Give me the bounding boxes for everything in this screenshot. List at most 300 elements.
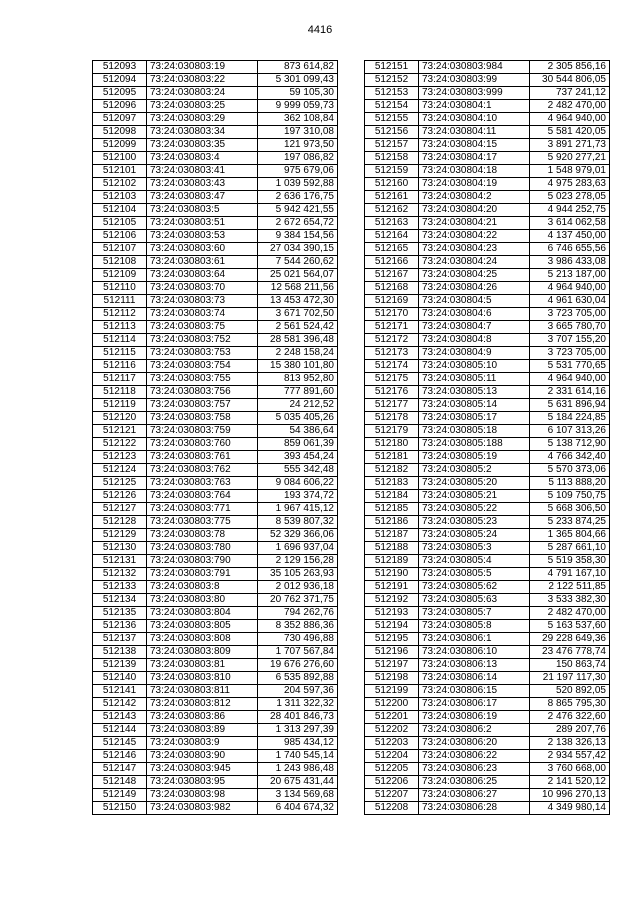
table-row (365, 711, 610, 724)
cadastral-number: 73:24:030805:21 (419, 490, 530, 503)
table-row (93, 126, 338, 139)
cadastral-number: 73:24:030806:15 (419, 685, 530, 698)
table-row (93, 399, 338, 412)
value: 3 891 271,73 (530, 139, 610, 152)
value: 1 740 545,14 (258, 750, 338, 763)
value: 6 404 674,32 (258, 802, 338, 815)
cadastral-number: 73:24:030804:2 (419, 191, 530, 204)
cadastral-number: 73:24:030803:753 (147, 347, 258, 360)
table-row (365, 100, 610, 113)
table-row (93, 438, 338, 451)
row-number: 512119 (93, 399, 147, 412)
table-row (365, 646, 610, 659)
row-number: 512164 (365, 230, 419, 243)
row-number: 512105 (93, 217, 147, 230)
right-table (364, 60, 610, 815)
value: 1 365 804,66 (530, 529, 610, 542)
table-row (365, 87, 610, 100)
row-number: 512171 (365, 321, 419, 334)
cadastral-number: 73:24:030803:8 (147, 581, 258, 594)
table-row (365, 464, 610, 477)
value: 8 539 807,32 (258, 516, 338, 529)
cadastral-number: 73:24:030803:808 (147, 633, 258, 646)
row-number: 512147 (93, 763, 147, 776)
table-row (93, 737, 338, 750)
row-number: 512117 (93, 373, 147, 386)
table-row (365, 308, 610, 321)
table-row (93, 269, 338, 282)
cadastral-number: 73:24:030805:24 (419, 529, 530, 542)
value: 2 561 524,42 (258, 321, 338, 334)
cadastral-number: 73:24:030803:755 (147, 373, 258, 386)
value: 5 138 712,90 (530, 438, 610, 451)
cadastral-number: 73:24:030803:763 (147, 477, 258, 490)
table-row (93, 282, 338, 295)
row-number: 512202 (365, 724, 419, 737)
cadastral-number: 73:24:030803:95 (147, 776, 258, 789)
cadastral-number: 73:24:030805:20 (419, 477, 530, 490)
table-row (365, 698, 610, 711)
cadastral-number: 73:24:030806:27 (419, 789, 530, 802)
cadastral-number: 73:24:030806:14 (419, 672, 530, 685)
value: 2 122 511,85 (530, 581, 610, 594)
row-number: 512206 (365, 776, 419, 789)
row-number: 512159 (365, 165, 419, 178)
table-row (365, 490, 610, 503)
row-number: 512145 (93, 737, 147, 750)
cadastral-number: 73:24:030805:188 (419, 438, 530, 451)
table-row (93, 516, 338, 529)
row-number: 512154 (365, 100, 419, 113)
row-number: 512194 (365, 620, 419, 633)
cadastral-number: 73:24:030803:812 (147, 698, 258, 711)
cadastral-number: 73:24:030803:752 (147, 334, 258, 347)
row-number: 512198 (365, 672, 419, 685)
cadastral-number: 73:24:030804:9 (419, 347, 530, 360)
value: 4 791 167,10 (530, 568, 610, 581)
cadastral-number: 73:24:030805:63 (419, 594, 530, 607)
table-row (365, 516, 610, 529)
value: 520 892,05 (530, 685, 610, 698)
row-number: 512133 (93, 581, 147, 594)
table-row (93, 490, 338, 503)
row-number: 512140 (93, 672, 147, 685)
table-row (93, 789, 338, 802)
row-number: 512174 (365, 360, 419, 373)
table-row (93, 763, 338, 776)
value: 393 454,24 (258, 451, 338, 464)
value: 25 021 564,07 (258, 269, 338, 282)
row-number: 512106 (93, 230, 147, 243)
row-number: 512201 (365, 711, 419, 724)
row-number: 512208 (365, 802, 419, 815)
value: 4 944 252,75 (530, 204, 610, 217)
table-row (93, 243, 338, 256)
table-row (365, 581, 610, 594)
row-number: 512195 (365, 633, 419, 646)
value: 9 084 606,22 (258, 477, 338, 490)
value: 1 311 322,32 (258, 698, 338, 711)
value: 3 671 702,50 (258, 308, 338, 321)
cadastral-number: 73:24:030803:780 (147, 542, 258, 555)
row-number: 512179 (365, 425, 419, 438)
cadastral-number: 73:24:030805:4 (419, 555, 530, 568)
table-row (365, 373, 610, 386)
cadastral-number: 73:24:030803:771 (147, 503, 258, 516)
cadastral-number: 73:24:030803:98 (147, 789, 258, 802)
row-number: 512162 (365, 204, 419, 217)
row-number: 512134 (93, 594, 147, 607)
value: 1 548 979,01 (530, 165, 610, 178)
cadastral-number: 73:24:030803:70 (147, 282, 258, 295)
value: 121 973,50 (258, 139, 338, 152)
cadastral-number: 73:24:030803:90 (147, 750, 258, 763)
cadastral-number: 73:24:030803:9 (147, 737, 258, 750)
value: 362 108,84 (258, 113, 338, 126)
value: 5 184 224,85 (530, 412, 610, 425)
row-number: 512158 (365, 152, 419, 165)
value: 52 329 366,06 (258, 529, 338, 542)
row-number: 512144 (93, 724, 147, 737)
value: 5 942 421,55 (258, 204, 338, 217)
table-row (93, 425, 338, 438)
value: 4 349 980,14 (530, 802, 610, 815)
table-row (365, 386, 610, 399)
row-number: 512176 (365, 386, 419, 399)
table-row (93, 412, 338, 425)
row-number: 512175 (365, 373, 419, 386)
cadastral-number: 73:24:030803:984 (419, 61, 530, 74)
cadastral-number: 73:24:030803:53 (147, 230, 258, 243)
table-row (93, 373, 338, 386)
value: 730 496,88 (258, 633, 338, 646)
table-row (365, 594, 610, 607)
table-row (93, 74, 338, 87)
cadastral-number: 73:24:030803:756 (147, 386, 258, 399)
value: 54 386,64 (258, 425, 338, 438)
row-number: 512135 (93, 607, 147, 620)
row-number: 512168 (365, 282, 419, 295)
table-row (365, 191, 610, 204)
cadastral-number: 73:24:030806:10 (419, 646, 530, 659)
value: 15 380 101,80 (258, 360, 338, 373)
row-number: 512151 (365, 61, 419, 74)
row-number: 512108 (93, 256, 147, 269)
table-row (365, 529, 610, 542)
cadastral-number: 73:24:030803:51 (147, 217, 258, 230)
row-number: 512167 (365, 269, 419, 282)
cadastral-number: 73:24:030803:81 (147, 659, 258, 672)
value: 5 109 750,75 (530, 490, 610, 503)
row-number: 512112 (93, 308, 147, 321)
value: 2 141 520,12 (530, 776, 610, 789)
table-row (365, 425, 610, 438)
value: 150 863,74 (530, 659, 610, 672)
table-row (365, 334, 610, 347)
value: 197 310,08 (258, 126, 338, 139)
cadastral-number: 73:24:030803:982 (147, 802, 258, 815)
value: 6 107 313,26 (530, 425, 610, 438)
row-number: 512152 (365, 74, 419, 87)
table-row (365, 269, 610, 282)
table-row (365, 360, 610, 373)
cadastral-number: 73:24:030806:13 (419, 659, 530, 672)
value: 7 544 260,62 (258, 256, 338, 269)
row-number: 512146 (93, 750, 147, 763)
value: 5 531 770,65 (530, 360, 610, 373)
cadastral-number: 73:24:030804:15 (419, 139, 530, 152)
table-row (93, 152, 338, 165)
table-row (93, 178, 338, 191)
cadastral-number: 73:24:030803:78 (147, 529, 258, 542)
table-row (93, 477, 338, 490)
cadastral-number: 73:24:030803:25 (147, 100, 258, 113)
cadastral-number: 73:24:030805:7 (419, 607, 530, 620)
row-number: 512186 (365, 516, 419, 529)
table-row (365, 412, 610, 425)
row-number: 512096 (93, 100, 147, 113)
table-row (93, 308, 338, 321)
value: 4 964 940,00 (530, 113, 610, 126)
value: 5 113 888,20 (530, 477, 610, 490)
table-row (365, 633, 610, 646)
cadastral-number: 73:24:030804:25 (419, 269, 530, 282)
value: 19 676 276,60 (258, 659, 338, 672)
cadastral-number: 73:24:030806:22 (419, 750, 530, 763)
value: 2 672 654,72 (258, 217, 338, 230)
value: 4 975 283,63 (530, 178, 610, 191)
value: 5 920 277,21 (530, 152, 610, 165)
table-row (365, 113, 610, 126)
page-number: 4416 (307, 24, 333, 36)
table-row (93, 347, 338, 360)
row-number: 512200 (365, 698, 419, 711)
table-row (365, 607, 610, 620)
row-number: 512177 (365, 399, 419, 412)
table-row (93, 451, 338, 464)
table-row (93, 529, 338, 542)
table-row (93, 633, 338, 646)
cadastral-number: 73:24:030803:34 (147, 126, 258, 139)
cadastral-number: 73:24:030803:761 (147, 451, 258, 464)
cadastral-number: 73:24:030803:759 (147, 425, 258, 438)
cadastral-number: 73:24:030805:10 (419, 360, 530, 373)
table-row (365, 347, 610, 360)
value: 2 012 936,18 (258, 581, 338, 594)
cadastral-number: 73:24:030803:86 (147, 711, 258, 724)
table-row (365, 477, 610, 490)
value: 1 707 567,84 (258, 646, 338, 659)
cadastral-number: 73:24:030803:35 (147, 139, 258, 152)
table-row (365, 503, 610, 516)
value: 3 986 433,08 (530, 256, 610, 269)
value: 2 476 322,60 (530, 711, 610, 724)
table-row (93, 672, 338, 685)
value: 2 636 176,75 (258, 191, 338, 204)
row-number: 512156 (365, 126, 419, 139)
value: 2 934 557,42 (530, 750, 610, 763)
cadastral-number: 73:24:030805:62 (419, 581, 530, 594)
table-row (365, 282, 610, 295)
table-row (93, 87, 338, 100)
table-row (365, 542, 610, 555)
cadastral-number: 73:24:030805:2 (419, 464, 530, 477)
value: 859 061,39 (258, 438, 338, 451)
cadastral-number: 73:24:030803:764 (147, 490, 258, 503)
cadastral-number: 73:24:030803:999 (419, 87, 530, 100)
row-number: 512183 (365, 477, 419, 490)
table-row (93, 594, 338, 607)
cadastral-number: 73:24:030803:760 (147, 438, 258, 451)
table-row (365, 256, 610, 269)
cadastral-number: 73:24:030803:754 (147, 360, 258, 373)
row-number: 512172 (365, 334, 419, 347)
row-number: 512188 (365, 542, 419, 555)
cadastral-number: 73:24:030805:18 (419, 425, 530, 438)
row-number: 512123 (93, 451, 147, 464)
row-number: 512160 (365, 178, 419, 191)
table-row (365, 217, 610, 230)
value: 4 137 450,00 (530, 230, 610, 243)
table-row (365, 672, 610, 685)
row-number: 512184 (365, 490, 419, 503)
value: 3 760 668,00 (530, 763, 610, 776)
table-row (93, 568, 338, 581)
cadastral-number: 73:24:030803:80 (147, 594, 258, 607)
table-row (365, 724, 610, 737)
table-row (93, 100, 338, 113)
cadastral-number: 73:24:030803:810 (147, 672, 258, 685)
row-number: 512149 (93, 789, 147, 802)
value: 3 723 705,00 (530, 347, 610, 360)
row-number: 512120 (93, 412, 147, 425)
value: 28 581 396,48 (258, 334, 338, 347)
cadastral-number: 73:24:030804:22 (419, 230, 530, 243)
cadastral-number: 73:24:030803:41 (147, 165, 258, 178)
value: 6 535 892,88 (258, 672, 338, 685)
row-number: 512189 (365, 555, 419, 568)
cadastral-number: 73:24:030806:25 (419, 776, 530, 789)
table-row (365, 789, 610, 802)
cadastral-number: 73:24:030803:5 (147, 204, 258, 217)
value: 4 964 940,00 (530, 282, 610, 295)
table-row (93, 464, 338, 477)
row-number: 512097 (93, 113, 147, 126)
cadastral-number: 73:24:030803:61 (147, 256, 258, 269)
value: 2 482 470,00 (530, 607, 610, 620)
cadastral-number: 73:24:030804:10 (419, 113, 530, 126)
cadastral-number: 73:24:030805:23 (419, 516, 530, 529)
row-number: 512157 (365, 139, 419, 152)
cadastral-number: 73:24:030803:89 (147, 724, 258, 737)
row-number: 512116 (93, 360, 147, 373)
row-number: 512155 (365, 113, 419, 126)
table-row (365, 165, 610, 178)
value: 3 533 382,30 (530, 594, 610, 607)
row-number: 512131 (93, 555, 147, 568)
cadastral-number: 73:24:030803:804 (147, 607, 258, 620)
row-number: 512114 (93, 334, 147, 347)
value: 10 996 270,13 (530, 789, 610, 802)
cadastral-number: 73:24:030805:13 (419, 386, 530, 399)
row-number: 512095 (93, 87, 147, 100)
row-number: 512199 (365, 685, 419, 698)
row-number: 512109 (93, 269, 147, 282)
row-number: 512111 (93, 295, 147, 308)
row-number: 512190 (365, 568, 419, 581)
cadastral-number: 73:24:030803:99 (419, 74, 530, 87)
value: 5 519 358,30 (530, 555, 610, 568)
value: 5 287 661,10 (530, 542, 610, 555)
row-number: 512127 (93, 503, 147, 516)
cadastral-number: 73:24:030804:17 (419, 152, 530, 165)
table-row (365, 750, 610, 763)
table-row (365, 555, 610, 568)
row-number: 512207 (365, 789, 419, 802)
table-row (365, 685, 610, 698)
cadastral-number: 73:24:030804:26 (419, 282, 530, 295)
value: 794 262,76 (258, 607, 338, 620)
cadastral-number: 73:24:030806:19 (419, 711, 530, 724)
value: 777 891,60 (258, 386, 338, 399)
cadastral-number: 73:24:030803:4 (147, 152, 258, 165)
table-row (93, 321, 338, 334)
row-number: 512104 (93, 204, 147, 217)
row-number: 512107 (93, 243, 147, 256)
table-row (365, 438, 610, 451)
row-number: 512182 (365, 464, 419, 477)
cadastral-number: 73:24:030803:811 (147, 685, 258, 698)
row-number: 512126 (93, 490, 147, 503)
row-number: 512203 (365, 737, 419, 750)
row-number: 512115 (93, 347, 147, 360)
value: 9 999 059,73 (258, 100, 338, 113)
table-row (365, 399, 610, 412)
table-row (365, 243, 610, 256)
cadastral-number: 73:24:030803:43 (147, 178, 258, 191)
row-number: 512100 (93, 152, 147, 165)
table-row (93, 61, 338, 74)
table-row (365, 776, 610, 789)
value: 2 129 156,28 (258, 555, 338, 568)
table-row (93, 386, 338, 399)
value: 2 305 856,16 (530, 61, 610, 74)
table-row (93, 139, 338, 152)
value: 27 034 390,15 (258, 243, 338, 256)
value: 5 163 537,60 (530, 620, 610, 633)
value: 4 766 342,40 (530, 451, 610, 464)
cadastral-number: 73:24:030804:5 (419, 295, 530, 308)
cadastral-number: 73:24:030804:19 (419, 178, 530, 191)
value: 2 331 614,16 (530, 386, 610, 399)
row-number: 512187 (365, 529, 419, 542)
table-row (93, 360, 338, 373)
table-row (93, 607, 338, 620)
row-number: 512103 (93, 191, 147, 204)
table-row (365, 295, 610, 308)
value: 5 301 099,43 (258, 74, 338, 87)
value: 2 138 326,13 (530, 737, 610, 750)
cadastral-number: 73:24:030806:1 (419, 633, 530, 646)
table-row (93, 542, 338, 555)
value: 1 243 986,48 (258, 763, 338, 776)
table-row (365, 802, 610, 815)
cadastral-number: 73:24:030804:24 (419, 256, 530, 269)
table-row (93, 165, 338, 178)
cadastral-number: 73:24:030805:11 (419, 373, 530, 386)
row-number: 512180 (365, 438, 419, 451)
row-number: 512118 (93, 386, 147, 399)
